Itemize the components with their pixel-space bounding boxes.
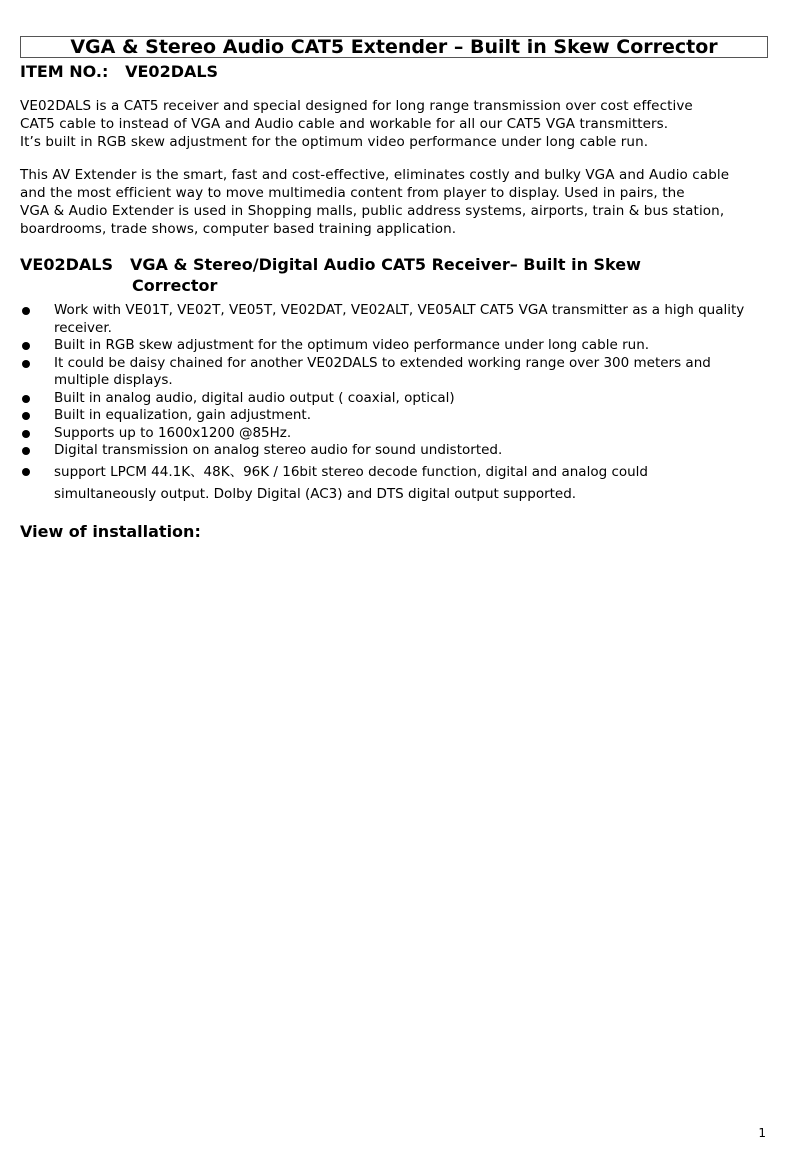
about-paragraph (20, 166, 790, 238)
about-line: and the most efficient way to move multimedia content from player to display. Used in pairs, the (20, 185, 685, 201)
feature-line: multiple displays. (54, 372, 173, 388)
feature-line: Built in analog audio, digital audio output ( coaxial, optical) (54, 389, 455, 406)
intro-line: VE02DALS is a CAT5 receiver and special designed for long range transmission over cost effective (20, 98, 693, 114)
feature-line: support LPCM 44.1K、48K、96K / 16bit stereo decode function, digital and analog could (54, 463, 648, 480)
feature-line: It could be daisy chained for another VE02DALS to extended working range over 300 meters and (54, 354, 711, 371)
feature-line: Digital transmission on analog stereo audio for sound undistorted. (54, 442, 503, 458)
feature-line: simultaneously output. Dolby Digital (AC3) and DTS digital output supported. (54, 485, 577, 502)
feature-item (20, 442, 800, 460)
feature-line: receiver. (54, 319, 112, 336)
intro-line: CAT5 cable to instead of VGA and Audio cable and workable for all our CAT5 VGA transmitters. (20, 116, 669, 132)
feature-item (20, 390, 800, 408)
page-title: VGA & Stereo Audio CAT5 Extender – Built in Skew Corrector (20, 36, 768, 58)
feature-item (20, 302, 800, 337)
page-number: 1 (758, 1126, 766, 1140)
item-number: ITEM NO.: VE02DALS (20, 62, 219, 81)
installation-heading: View of installation: (20, 522, 201, 541)
about-line: VGA & Audio Extender is used in Shopping malls, public address systems, airports, train & bus station, (20, 203, 725, 219)
about-line: This AV Extender is the smart, fast and cost-effective, eliminates costly and bulky VGA and Audio cable (20, 167, 730, 183)
feature-item (20, 407, 800, 425)
feature-list (20, 302, 800, 505)
product-title-line: VGA & Stereo/Digital Audio CAT5 Receiver– Built in Skew (130, 255, 641, 274)
feature-item (20, 337, 800, 355)
bullet-icon (22, 342, 30, 350)
bullet-icon (22, 395, 30, 403)
intro-line: It’s built in RGB skew adjustment for the optimum video performance under long cable run. (20, 134, 649, 150)
product-code: VE02DALS (20, 255, 113, 274)
feature-item (20, 461, 800, 505)
intro-paragraph (20, 97, 790, 151)
feature-item (20, 355, 800, 390)
bullet-icon (22, 468, 30, 476)
bullet-icon (22, 430, 30, 438)
feature-line: Built in equalization, gain adjustment. (54, 407, 312, 423)
feature-line: Built in RGB skew adjustment for the optimum video performance under long cable run. (54, 337, 650, 353)
bullet-icon (22, 360, 30, 368)
bullet-icon (22, 447, 30, 455)
product-title-line: Corrector (132, 276, 218, 295)
feature-line: Work with VE01T, VE02T, VE05T, VE02DAT, VE02ALT, VE05ALT CAT5 VGA transmitter as a high quality (54, 302, 745, 318)
bullet-icon (22, 412, 30, 420)
feature-item (20, 425, 800, 443)
bullet-icon (22, 307, 30, 315)
product-title (130, 254, 730, 296)
about-line: boardrooms, trade shows, computer based training application. (20, 221, 457, 237)
feature-line: Supports up to 1600x1200 @85Hz. (54, 424, 292, 441)
